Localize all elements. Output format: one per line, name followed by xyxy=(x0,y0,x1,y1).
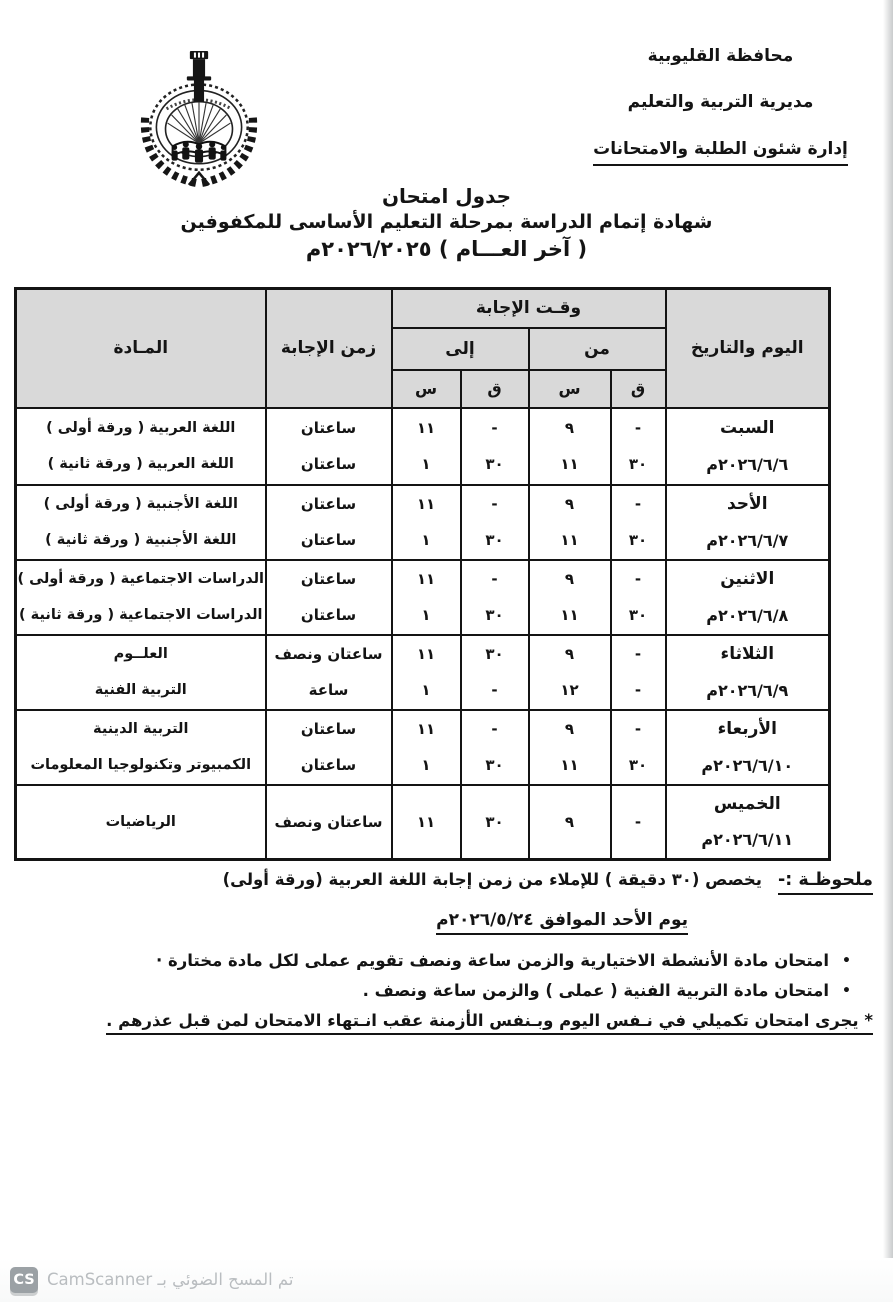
to-minutes-cell xyxy=(461,635,529,710)
duration-value: ساعتان xyxy=(300,455,357,473)
document-title-block xyxy=(0,184,893,261)
from-minutes-cell xyxy=(611,560,666,635)
subject-value: الدراسات الاجتماعية ( ورقة ثانية ) xyxy=(19,607,263,623)
subject-value: الكمبيوتر وتكنولوجيا المعلومات xyxy=(30,757,252,773)
day-date: ٢٠٢٦/٦/٨م xyxy=(706,605,789,625)
camscanner-bar xyxy=(0,1258,893,1302)
note-bullets xyxy=(15,951,873,1000)
to-hours-cell xyxy=(392,408,461,485)
from-hours-cell xyxy=(529,485,611,560)
from-hours-cell: ٩ xyxy=(529,785,611,860)
day-date: ٢٠٢٦/٦/٧م xyxy=(706,530,789,550)
duration-cell xyxy=(266,635,392,710)
from-minute-value: - xyxy=(634,495,642,513)
day-date-cell xyxy=(666,408,830,485)
duration-cell xyxy=(266,485,392,560)
col-header-from: من xyxy=(529,328,666,370)
day-date-cell xyxy=(666,710,830,785)
subject-cell: الرياضيات xyxy=(16,785,266,860)
day-date: ٢٠٢٦/٦/٦م xyxy=(706,454,789,474)
from-minute-value: - xyxy=(634,419,642,437)
duration-value: ساعتان ونصف xyxy=(274,645,383,663)
school-year-line: ( آخر العـــام ) ٢٠٢٦/٢٠٢٥م xyxy=(305,237,588,261)
duration-cell xyxy=(266,560,392,635)
from-minute-value: - xyxy=(634,645,642,663)
to-hours-cell xyxy=(392,635,461,710)
schedule-title: جدول امتحان xyxy=(381,184,512,208)
subject-cell xyxy=(16,408,266,485)
col-header-to-minutes: ق xyxy=(461,370,529,408)
from-minute-value: ٣٠ xyxy=(628,455,648,473)
day-date-cell xyxy=(666,635,830,710)
day-name: السبت xyxy=(720,418,775,438)
bullet-icon: • xyxy=(842,982,851,999)
duration-value: ساعتان xyxy=(300,720,357,738)
col-header-from-minutes: ق xyxy=(611,370,666,408)
bullet-2-text: امتحان مادة التربية الفنية ( عملى ) والزمن ساعة ونصف . xyxy=(362,981,830,1000)
from-hour-value: ٩ xyxy=(564,570,575,588)
from-minute-value: - xyxy=(634,570,642,588)
to-minute-value: ٣٠ xyxy=(485,606,504,624)
day-name: الاثنين xyxy=(720,569,775,589)
col-header-answer-time: وقـت الإجابة xyxy=(392,289,666,328)
col-header-duration: زمن الإجابة xyxy=(266,289,392,408)
to-minutes-cell xyxy=(461,710,529,785)
from-minute-value: - xyxy=(634,681,642,699)
duration-cell: ساعتان ونصف xyxy=(266,785,392,860)
subject-value: اللغة الأجنبية ( ورقة ثانية ) xyxy=(45,532,237,548)
day-name: الخميس xyxy=(713,793,781,814)
notes-block xyxy=(15,870,873,1035)
from-minute-value: - xyxy=(634,720,642,738)
bullet-1-text: امتحان مادة الأنشطة الاختيارية والزمن ساعة ونصف تقويم عملى لكل مادة مختارة · xyxy=(156,951,830,970)
duration-value: ساعتان xyxy=(300,756,357,774)
to-minutes-cell xyxy=(461,408,529,485)
note-2-text: يوم الأحد الموافق ٢٠٢٦/٥/٢٤م xyxy=(436,910,688,935)
to-hours-cell xyxy=(392,560,461,635)
day-name: الثلاثاء xyxy=(720,644,775,664)
from-hour-value: ٩ xyxy=(564,419,575,437)
to-hour-value: ١ xyxy=(421,756,431,774)
from-minutes-cell xyxy=(611,635,666,710)
from-hour-value: ١١ xyxy=(560,606,579,624)
day-name: الأحد xyxy=(726,494,768,514)
bullet-item xyxy=(15,981,851,1000)
bullet-item xyxy=(15,951,851,970)
camscanner-watermark-text: تم المسح الضوئي بـ CamScanner xyxy=(47,1270,294,1289)
from-minute-value: ٣٠ xyxy=(628,606,648,624)
day-date-cell xyxy=(666,485,830,560)
subject-cell xyxy=(16,560,266,635)
from-hour-value: ١١ xyxy=(560,531,579,549)
duration-value: ساعتان xyxy=(300,495,357,513)
table-row-saturday xyxy=(16,408,830,485)
to-minute-value: ٣٠ xyxy=(485,756,504,774)
table-row-tuesday xyxy=(16,635,830,710)
starred-note-text: * يجرى امتحان تكميلي في نـفس اليوم وبـنفس الأزمنة عقب انـتهاء الامتحان لمن قبل عذرهم . xyxy=(106,1011,873,1035)
from-hours-cell xyxy=(529,560,611,635)
table-row-monday xyxy=(16,560,830,635)
to-hours-cell xyxy=(392,485,461,560)
from-hour-value: ١٢ xyxy=(560,681,579,699)
ministry-emblem-icon xyxy=(120,50,278,188)
to-hour-value: ١١ xyxy=(416,570,436,588)
duration-cell xyxy=(266,710,392,785)
to-hour-value: ١١ xyxy=(416,645,436,663)
note-line-1 xyxy=(15,870,873,895)
to-minute-value: - xyxy=(491,681,498,699)
col-header-subject: المـادة xyxy=(16,289,266,408)
from-minutes-cell: - xyxy=(611,785,666,860)
col-header-to-hours: س xyxy=(392,370,461,408)
day-date: ٢٠٢٦/٦/٩م xyxy=(706,680,789,700)
from-hours-cell xyxy=(529,635,611,710)
to-minute-value: ٣٠ xyxy=(485,455,504,473)
day-name: الأربعاء xyxy=(717,719,777,739)
subject-value: اللغة العربية ( ورقة ثانية ) xyxy=(47,456,234,472)
to-hour-value: ١ xyxy=(421,531,431,549)
bullet-icon: • xyxy=(842,952,851,969)
from-minutes-cell xyxy=(611,710,666,785)
from-hour-value: ١١ xyxy=(560,756,579,774)
to-hours-cell xyxy=(392,710,461,785)
to-hour-value: ١ xyxy=(421,455,431,473)
subject-value: التربية الدينية xyxy=(93,721,189,737)
from-minutes-cell xyxy=(611,408,666,485)
duration-value: ساعتان xyxy=(300,606,357,624)
certificate-title: شهادة إتمام الدراسة بمرحلة التعليم الأساسى للمكفوفين xyxy=(180,211,713,233)
exam-schedule-table xyxy=(14,287,831,861)
to-minutes-cell: ٣٠ xyxy=(461,785,529,860)
table-row-thursday xyxy=(16,785,830,860)
to-hours-cell: ١١ xyxy=(392,785,461,860)
duration-cell xyxy=(266,408,392,485)
governorate-line: محافظة القليوبية xyxy=(647,46,794,66)
from-hour-value: ٩ xyxy=(564,720,575,738)
from-hour-value: ٩ xyxy=(564,645,575,663)
directorate-line: مديرية التربية والتعليم xyxy=(627,92,814,113)
note-line-2 xyxy=(15,910,688,935)
col-header-to: إلى xyxy=(392,328,529,370)
from-hours-cell xyxy=(529,408,611,485)
note-1-text: يخصص (٣٠ دقيقة ) للإملاء من زمن إجابة اللغة العربية (ورقة أولى) xyxy=(222,870,762,889)
subject-cell xyxy=(16,485,266,560)
from-hour-value: ٩ xyxy=(564,495,575,513)
to-hour-value: ١ xyxy=(421,681,431,699)
subject-value: التربية الفنية xyxy=(94,682,187,698)
table-row-sunday xyxy=(16,485,830,560)
letterhead xyxy=(548,46,893,166)
table-row-wednesday xyxy=(16,710,830,785)
to-minute-value: ٣٠ xyxy=(485,531,504,549)
day-date: ٢٠٢٦/٦/١٠م xyxy=(701,755,794,775)
to-hour-value: ١١ xyxy=(416,720,436,738)
to-minute-value: - xyxy=(491,495,498,513)
to-minute-value: ٣٠ xyxy=(485,645,504,663)
duration-value: ساعة xyxy=(308,681,349,699)
duration-value: ساعتان xyxy=(300,419,357,437)
to-minutes-cell xyxy=(461,560,529,635)
subject-cell xyxy=(16,710,266,785)
note-label: ملحوظـة :- xyxy=(778,870,873,895)
administration-line: إدارة شئون الطلبة والامتحانات xyxy=(593,139,848,166)
col-header-from-hours: س xyxy=(529,370,611,408)
to-minute-value: - xyxy=(491,720,498,738)
day-date-cell xyxy=(666,785,830,860)
from-minute-value: ٣٠ xyxy=(628,756,648,774)
starred-note xyxy=(15,1011,873,1035)
to-hour-value: ١ xyxy=(421,606,431,624)
day-date: ٢٠٢٦/٦/١١م xyxy=(701,830,794,850)
subject-value: العلــوم xyxy=(113,646,168,662)
from-hour-value: ١١ xyxy=(560,455,579,473)
to-minutes-cell xyxy=(461,485,529,560)
from-hours-cell xyxy=(529,710,611,785)
col-header-day-date: اليوم والتاريخ xyxy=(666,289,830,408)
to-minute-value: - xyxy=(491,570,498,588)
to-hour-value: ١١ xyxy=(416,495,436,513)
subject-value: اللغة العربية ( ورقة أولى ) xyxy=(46,420,236,436)
from-minutes-cell xyxy=(611,485,666,560)
subject-cell xyxy=(16,635,266,710)
to-minute-value: - xyxy=(491,419,498,437)
day-date-cell xyxy=(666,560,830,635)
subject-value: اللغة الأجنبية ( ورقة أولى ) xyxy=(43,496,238,512)
duration-value: ساعتان xyxy=(300,570,357,588)
camscanner-logo-icon: CS xyxy=(10,1267,38,1293)
to-hour-value: ١١ xyxy=(416,419,436,437)
subject-value: الدراسات الاجتماعية ( ورقة أولى ) xyxy=(17,571,265,587)
duration-value: ساعتان xyxy=(300,531,357,549)
from-minute-value: ٣٠ xyxy=(628,531,648,549)
